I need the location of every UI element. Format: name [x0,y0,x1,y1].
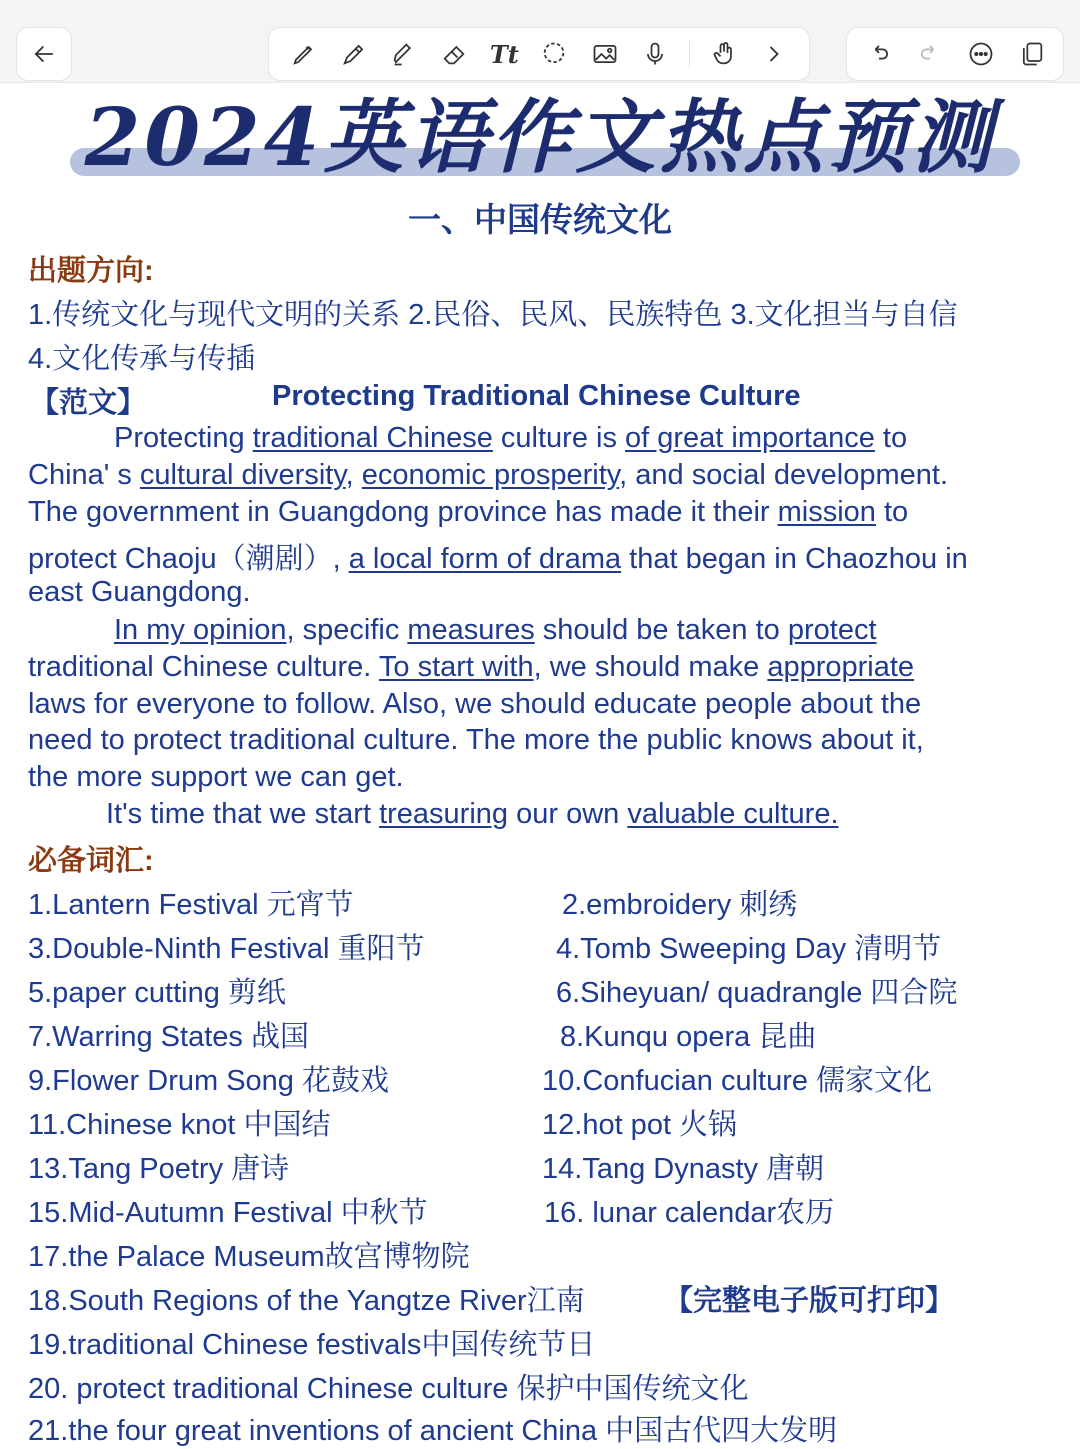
vocab-item: 6.Siheyuan/ quadrangle 四合院 [556,977,958,1009]
text-run: our own [508,798,628,830]
vocab-item: 11.Chinese knot 中国结 [28,1109,331,1141]
underlined-phrase: treasuring [379,798,509,830]
undo-icon[interactable] [863,38,895,70]
essay-p1-line3 [28,496,908,529]
text-tool-label: Tt [489,39,519,69]
underlined-phrase: a local form of drama [348,543,622,575]
vocab-item: 5.paper cutting 剪纸 [28,977,286,1009]
essay-p1-line1 [114,422,907,455]
essay-p3-line1 [106,798,839,831]
highlighter-icon[interactable] [388,38,420,70]
underlined-phrase: measures [407,614,535,646]
vocab-item: 3.Double-Ninth Festival 重阳节 [28,933,425,965]
essay-p2-line1 [114,614,877,647]
text-run: to [875,496,909,528]
vocab-item: 20. protect traditional Chinese culture 保护中国传统文化 [28,1373,749,1405]
vocab-item: 7.Warring States 战国 [28,1021,309,1053]
pen-icon[interactable] [288,38,320,70]
eraser-icon[interactable] [438,38,470,70]
vocab-item: 17.the Palace Museum故宫博物院 [28,1241,470,1273]
microphone-icon[interactable] [639,38,671,70]
essay-title: Protecting Traditional Chinese Culture [272,380,801,412]
back-button[interactable] [16,27,72,81]
text-run: culture is [492,422,626,454]
more-icon[interactable] [965,38,997,70]
redo-icon[interactable] [914,38,946,70]
text-run: Protecting [114,422,253,454]
vocab-item: 2.embroidery 刺绣 [562,889,798,921]
vocab-item: 10.Confucian culture 儒家文化 [542,1065,933,1097]
text-run: traditional Chinese culture. [28,651,379,683]
underlined-phrase: In my opinion [114,614,287,646]
underlined-phrase: traditional Chinese [252,422,493,454]
underlined-phrase: appropriate [767,651,915,683]
vocab-item: 1.Lantern Festival 元宵节 [28,889,354,921]
essay-p2-line5: the more support we can get. [28,761,404,793]
drawing-tools [268,27,810,81]
direction-line-2: 4.文化传承与传插 [28,343,256,375]
page-title: 2024英语作文热点预测 [84,90,996,184]
essay-p1-line5: east Guangdong. [28,576,251,608]
underlined-phrase: To start with [378,651,534,683]
image-icon[interactable] [589,38,621,70]
vocab-item: 8.Kunqu opera 昆曲 [560,1021,817,1053]
text-run: , we should make [533,651,768,683]
text-run: that began in Chaozhou in [621,543,968,575]
underlined-phrase: economic prosperity [361,459,620,491]
vocab-item: 16. lunar calendar农历 [544,1197,835,1229]
vocab-item: 9.Flower Drum Song 花鼓戏 [28,1065,389,1097]
arrow-left-icon [28,38,60,70]
direction-label: 出题方向: [28,255,154,287]
vocab-item: 19.traditional Chinese festivals中国传统节日 [28,1329,596,1361]
underlined-phrase: mission [777,496,876,528]
essay-p1-line4 [28,536,968,577]
section-title: 一、中国传统文化 [408,201,672,238]
app-toolbar [0,0,1080,83]
text-run: , specific [286,614,408,646]
document-actions [846,27,1064,81]
vocab-item: 18.South Regions of the Yangtze River江南 [28,1285,585,1317]
text-run: protect Chaoju（潮剧）, [28,543,349,575]
chevron-right-icon[interactable] [758,38,790,70]
text-run: The government in Guangdong province has made it their [28,496,778,528]
text-run: , [345,459,362,491]
underlined-phrase: protect [787,614,877,646]
vocab-item: 15.Mid-Autumn Festival 中秋节 [28,1197,428,1229]
print-note: 【完整电子版可打印】 [664,1285,955,1317]
direction-line-1: 1.传统文化与现代文明的关系 2.民俗、民风、民族特色 3.文化担当与自信 [28,299,958,331]
text-run: China' s [28,459,140,491]
vocab-item: 21.the four great inventions of ancient China 中国古代四大发明 [28,1415,838,1447]
toolbar-separator [689,41,690,67]
text-run: to [874,422,908,454]
essay-p1-line2 [28,459,948,492]
text-run: should be taken to [534,614,788,646]
text-run: It's time that we start [106,798,380,830]
hand-pointer-icon[interactable] [708,38,740,70]
text-run: , and social development. [619,459,949,491]
vocab-item: 4.Tomb Sweeping Day 清明节 [556,933,942,965]
vocab-item: 13.Tang Poetry 唐诗 [28,1153,290,1185]
essay-p2-line2 [28,651,914,684]
vocab-item: 14.Tang Dynasty 唐朝 [542,1153,825,1185]
lasso-icon[interactable] [538,38,570,70]
underlined-phrase: of great importance [625,422,875,454]
vocab-item: 12.hot pot 火锅 [542,1109,738,1141]
essay-p2-line4: need to protect traditional culture. The more the public knows about it, [28,724,924,756]
text-tool-icon[interactable] [488,38,520,70]
pencil-icon[interactable] [338,38,370,70]
essay-tag: 【范文】 [30,387,147,419]
vocab-label: 必备词汇: [28,845,154,877]
essay-p2-line3: laws for everyone to follow. Also, we should educate people about the [28,688,922,720]
underlined-phrase: cultural diversity [139,459,346,491]
pages-icon[interactable] [1016,38,1048,70]
underlined-phrase: valuable culture. [627,798,839,830]
